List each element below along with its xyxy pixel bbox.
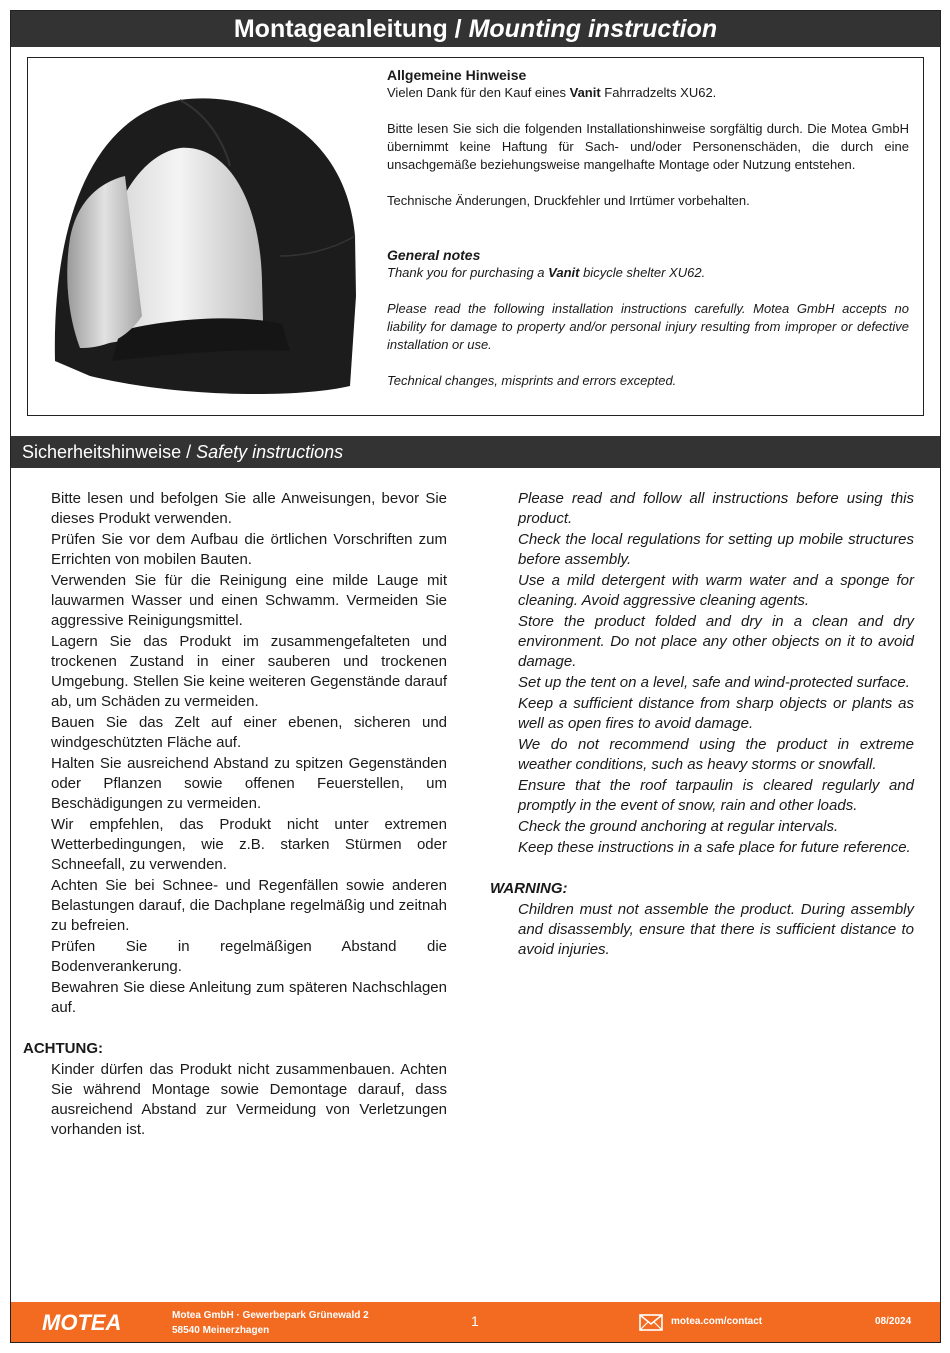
tent-illustration — [50, 86, 370, 406]
intro-box — [27, 57, 924, 416]
page-title — [11, 11, 940, 47]
svg-text:MOTEA: MOTEA — [42, 1310, 122, 1335]
general-notes-heading-de: Allgemeine Hinweise — [387, 67, 527, 83]
company-address: Motea GmbH · Gewerbepark Grünewald 2 58540 Meinerzhagen — [172, 1310, 369, 1336]
safety-de-item: Bauen Sie das Zelt auf einer ebenen, sicheren und windgeschützten Fläche auf. — [51, 714, 447, 751]
safety-list-en — [490, 489, 914, 858]
safety-en-item: Check the ground anchoring at regular intervals. — [518, 818, 839, 835]
warning-title-de: ACHTUNG: — [23, 1040, 103, 1057]
safety-en-item: Use a mild detergent with warm water and a sponge for cleaning. Avoid aggressive cleaning agents. — [518, 572, 914, 609]
safety-de-item: Achten Sie bei Schnee- und Regenfällen sowie anderen Belastungen darauf, die Dachplane regelmäßig und zeitnah zu befreien. — [51, 877, 447, 934]
brand-name: Vanit — [548, 265, 580, 280]
safety-en-item: Keep a sufficient distance from sharp objects or plants as well as open fires to avoid damage. — [518, 695, 914, 732]
intro-text — [387, 66, 909, 408]
safety-en-item: Please read and follow all instructions before using this product. — [518, 490, 914, 527]
safety-section-header: Sicherheitshinweise / Safety instructions — [11, 436, 940, 468]
safety-de-item: Prüfen Sie vor dem Aufbau die örtlichen Vorschriften zum Errichten von mobilen Bauten. — [51, 531, 447, 568]
title-en: Mounting instruction — [468, 15, 718, 43]
warning-text-en: Children must not assemble the product. During assembly and disassembly, ensure that there is sufficient distance to avoid injuries. — [518, 901, 914, 958]
safety-de-item: Prüfen Sie in regelmäßigen Abstand die Bodenverankerung. — [51, 938, 447, 975]
safety-de-item: Bewahren Sie diese Anleitung zum späteren Nachschlagen auf. — [51, 979, 447, 1016]
intro-disclaimer-de: Bitte lesen Sie sich die folgenden Installationshinweise sorgfältig durch. Die Motea GmbH übernimmt keine Haftung für Sach- und/oder Personenschäden, die durch eine unsachgemäße beziehungsweise mangelhafte Montage oder Nutzung entstehen. — [387, 121, 909, 172]
intro-thanks-en: Thank you for purchasing a Vanit bicycle shelter XU62. — [387, 265, 706, 280]
general-notes-heading-en: General notes — [387, 247, 481, 263]
motea-logo — [42, 1309, 132, 1335]
safety-de-item: Wir empfehlen, das Produkt nicht unter extremen Wetterbedingungen, wie z.B. starken Stürmen oder Schneefall, zu verwenden. — [51, 816, 447, 873]
envelope-icon — [639, 1314, 663, 1331]
safety-de-item: Halten Sie ausreichend Abstand zu spitzen Gegenständen oder Pflanzen sowie offenen Feuerstellen, um Beschädigungen zu vermeiden. — [51, 755, 447, 812]
safety-en-item: Store the product folded and dry in a clean and dry environment. Do not place any other objects on it to avoid damage. — [518, 613, 914, 670]
safety-en-item: Keep these instructions in a safe place for future reference. — [518, 839, 911, 856]
safety-column-de — [23, 489, 447, 1141]
page-number: 1 — [471, 1313, 479, 1329]
intro-errata-en: Technical changes, misprints and errors excepted. — [387, 373, 677, 388]
safety-de-item: Bitte lesen und befolgen Sie alle Anweisungen, bevor Sie dieses Produkt verwenden. — [51, 490, 447, 527]
intro-errata-de: Technische Änderungen, Druckfehler und Irrtümer vorbehalten. — [387, 193, 750, 208]
contact-link[interactable]: motea.com/contact — [671, 1316, 763, 1327]
intro-disclaimer-en: Please read the following installation instructions carefully. Motea GmbH accepts no liability for damage to property and/or personal injury resulting from improper or defective installation or use. — [387, 301, 909, 352]
safety-de-item: Verwenden Sie für die Reinigung eine milde Lauge mit lauwarmen Wasser und einen Schwamm. Vermeiden Sie aggressive Reinigungsmittel. — [51, 572, 447, 629]
document-date: 08/2024 — [875, 1316, 912, 1327]
safety-en-item: Check the local regulations for setting up mobile structures before assembly. — [518, 531, 914, 568]
intro-thanks-de: Vielen Dank für den Kauf eines Vanit Fahrradzelts XU62. — [387, 85, 717, 100]
brand-name: Vanit — [569, 85, 601, 100]
safety-en-item: Ensure that the roof tarpaulin is cleared regularly and promptly in the event of snow, rain and other loads. — [518, 777, 914, 814]
safety-en-item: Set up the tent on a level, safe and wind-protected surface. — [518, 674, 910, 691]
safety-list-de — [23, 489, 447, 1018]
warning-text-de: Kinder dürfen das Produkt nicht zusammenbauen. Achten Sie während Montage sowie Demontage darauf, dass ausreichend Abstand zur Vermeidung von Verletzungen vorhanden ist. — [51, 1061, 447, 1138]
footer — [11, 1302, 940, 1342]
safety-en-item: We do not recommend using the product in extreme weather conditions, such as heavy storms or snowfall. — [518, 736, 914, 773]
title-de: Montageanleitung / — [233, 15, 469, 43]
safety-de-item: Lagern Sie das Produkt im zusammengefalteten und trockenen Zustand in einer sauberen und trockenen Umgebung. Stellen Sie keine weiteren Gegenstände darauf ab, um Schäden zu vermeiden. — [51, 633, 447, 710]
safety-column-en — [490, 489, 914, 961]
warning-title-en: WARNING: — [490, 880, 568, 897]
